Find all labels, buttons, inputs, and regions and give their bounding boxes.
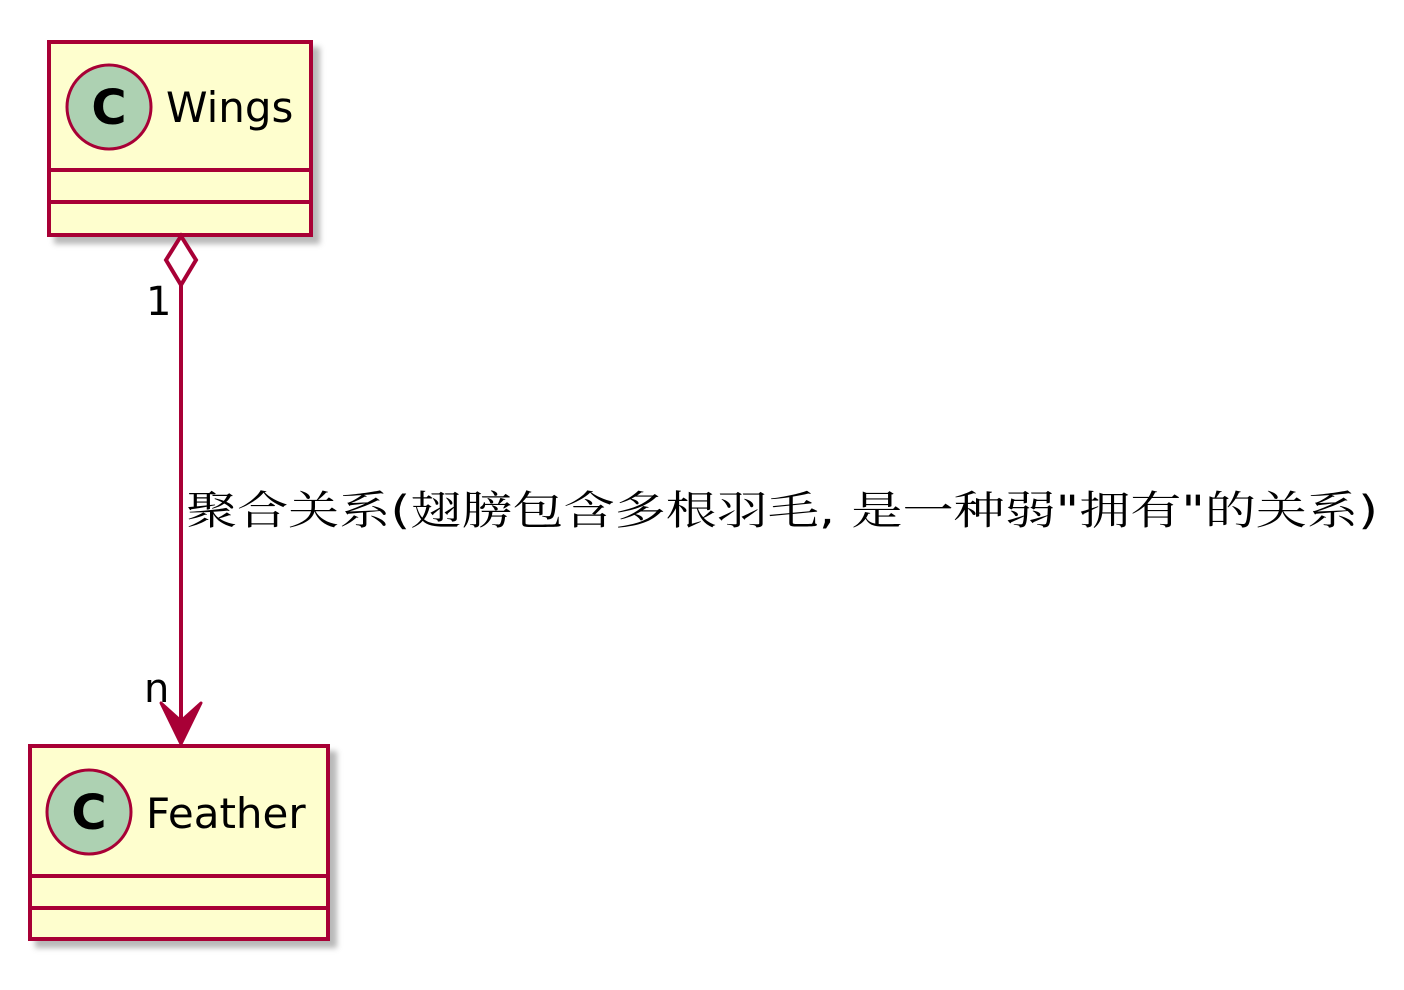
class-feather-badge-letter: C (71, 785, 107, 841)
class-feather[interactable] (30, 746, 328, 939)
class-feather-badge-icon (47, 770, 131, 854)
class-wings-badge-letter: C (91, 80, 127, 136)
target-multiplicity: n (144, 666, 170, 712)
relation-label: 聚合关系(翅膀包含多根羽毛, 是一种弱"拥有"的关系) (186, 488, 1378, 534)
aggregation-relation[interactable] (144, 236, 1378, 744)
source-multiplicity: 1 (146, 279, 172, 325)
class-wings-name: Wings (166, 83, 294, 132)
aggregation-diamond-icon (166, 236, 196, 285)
class-wings-badge-icon (67, 65, 151, 149)
class-feather-name: Feather (146, 789, 306, 838)
class-wings[interactable] (49, 42, 311, 235)
